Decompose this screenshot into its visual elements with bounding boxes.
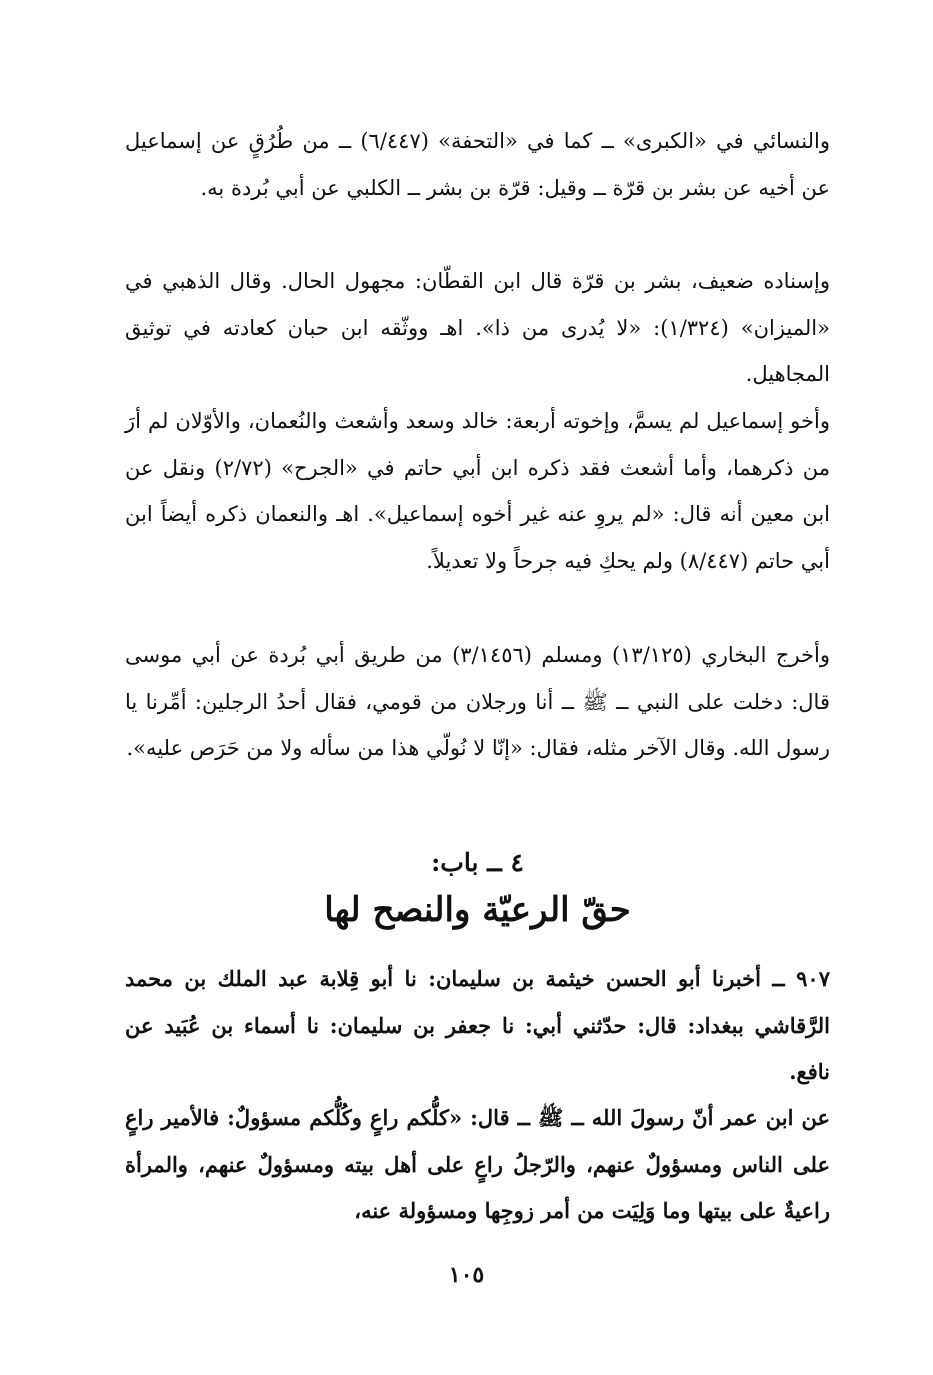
- chapter-number: ٤ ــ باب:: [431, 848, 524, 877]
- footnote-paragraph-2: [125, 258, 830, 398]
- footnote-paragraph-1: [125, 118, 830, 211]
- hadith-isnad: [125, 956, 830, 1096]
- footnote-paragraph-3: [125, 398, 830, 584]
- matn-text: عن ابن عمر أنّ رسولَ الله ــ ﷺ ــ قال: «كلُّكم راعٍ وكُلُّكم مسؤولٌ: فالأمير راعٍ على الناس ومسؤولٌ عنهم، والرّجلُ راعٍ على أهل بيته ومسؤولٌ عنهم، والمرأة راعيةٌ على بيتها وما وَلِيَت من أمر زوجِها ومسؤولة عنه،: [125, 1105, 830, 1223]
- paragraph-text: وإسناده ضعيف، بشر بن قرّة قال ابن القطّان: مجهول الحال. وقال الذهبي في «الميزان» (١/٣٢٤): «لا يُدرى من ذا». اهـ ووثّقه ابن حبان كعادته في توثيق المجاهيل.: [125, 269, 830, 386]
- paragraph-text: والنسائي في «الكبرى» ــ كما في «التحفة» (٦/٤٤٧) ــ من طُرُقٍ عن إسماعيل عن أخيه عن بشر بن قرّة ــ وقيل: قرّة بن بشر ــ الكلبي عن أبي بُردة به.: [125, 129, 830, 200]
- hadith-matn: [125, 1095, 830, 1235]
- page-number: ١٠٥: [448, 1262, 485, 1288]
- paragraph-text: وأخرج البخاري (١٣/١٢٥) ومسلم (٣/١٤٥٦) من طريق أبي بُردة عن أبي موسى قال: دخلت على النبي ــ ﷺ ــ أنا ورجلان من قومي، فقال أحدُ الرجلين: أمِّرنا يا رسول الله. وقال الآخر مثله، فقال: «إنّا لا نُولّي هذا من سأله ولا من حَرَص عليه».: [125, 643, 830, 760]
- paragraph-text: وأخو إسماعيل لم يسمَّ، وإخوته أربعة: خالد وسعد وأشعث والنُعمان، والأوّلان لم أرَ من ذكرهما، وأما أشعث فقد ذكره ابن أبي حاتم في «الجرح» (٢/٧٢) ونقل عن ابن معين أنه قال: «لم يروِ عنه غير أخوه إسماعيل». اهـ والنعمان ذكره أيضاً ابن أبي حاتم (٨/٤٤٧) ولم يحكِ فيه جرحاً ولا تعديلاً.: [125, 409, 831, 573]
- chapter-title: حقّ الرعيّة والنصح لها: [324, 890, 631, 930]
- isnad-text: ٩٠٧ ــ أخبرنا أبو الحسن خيثمة بن سليمان: نا أبو قِلابة عبد الملك بن محمد الرَّقاشي ببغداد: قال: حدّثني أبي: نا جعفر بن سليمان: نا أسماء بن عُبَيد عن نافع.: [125, 966, 830, 1084]
- footnote-paragraph-4: [125, 632, 830, 772]
